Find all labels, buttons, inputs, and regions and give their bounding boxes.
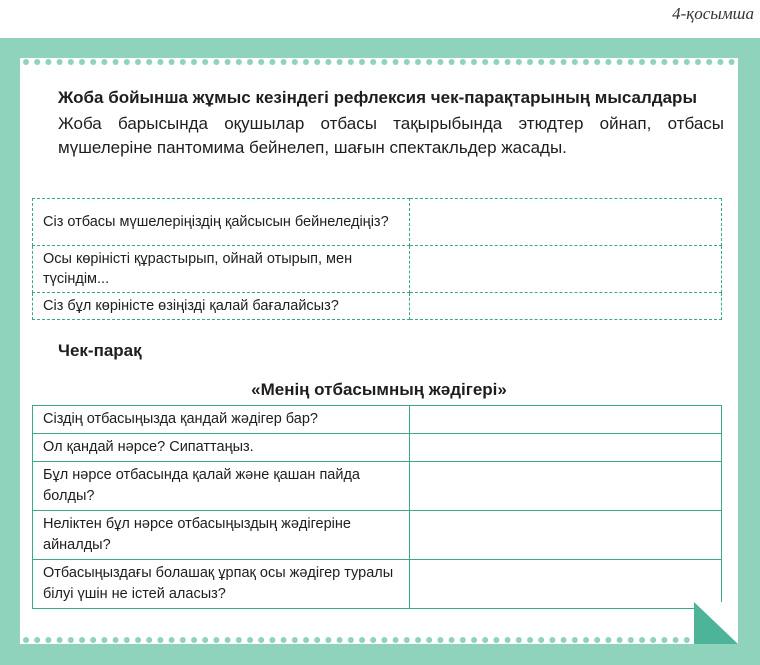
question-cell: Ол қандай нәрсе? Сипаттаңыз. (33, 434, 410, 462)
perforation-hole (706, 59, 712, 65)
answer-cell[interactable] (410, 199, 722, 246)
perforation-hole (460, 59, 466, 65)
perforation-hole (617, 59, 623, 65)
perforation-hole (729, 59, 735, 65)
perforation-hole (34, 59, 40, 65)
perforation-hole (202, 637, 208, 643)
perforation-hole (516, 637, 522, 643)
perforation-hole (717, 59, 723, 65)
table-row (33, 560, 722, 609)
perforation-hole (594, 637, 600, 643)
perforation-hole (34, 637, 40, 643)
perforation-hole (180, 637, 186, 643)
perforation-hole (68, 637, 74, 643)
perforation-hole (348, 59, 354, 65)
section-heading: Жоба бойынша жұмыс кезіндегі рефлексия чек-парақтарының мысалдары (58, 88, 697, 107)
perforation-hole (247, 59, 253, 65)
perforation-hole (281, 59, 287, 65)
perforation-hole (538, 637, 544, 643)
perforation-hole (169, 637, 175, 643)
perforation-hole (101, 59, 107, 65)
perforation-hole (381, 59, 387, 65)
perforation-hole (661, 637, 667, 643)
perforation-hole (695, 59, 701, 65)
intro-paragraph: Жоба барысында оқушылар отбасы тақырыбында этюдтер ойнап, отбасы мүшелеріне пантомима бейнелеп, шағын спектакльдер жасады. (58, 114, 724, 157)
answer-cell[interactable] (410, 511, 722, 560)
perforation-hole (101, 637, 107, 643)
answer-cell[interactable] (410, 406, 722, 434)
perforation-hole (482, 637, 488, 643)
perforation-hole (673, 637, 679, 643)
perforation-hole (146, 59, 152, 65)
perforation-hole (583, 637, 589, 643)
perforation-hole (370, 59, 376, 65)
perforation-hole (236, 637, 242, 643)
perforation-hole (684, 59, 690, 65)
perforation-hole (482, 59, 488, 65)
perforation-hole (471, 59, 477, 65)
perforation-hole (415, 59, 421, 65)
perforation-hole (437, 637, 443, 643)
perforation-hole (449, 637, 455, 643)
perforation-hole (684, 637, 690, 643)
perforation-hole (404, 59, 410, 65)
perforation-hole (359, 59, 365, 65)
perforation-hole (505, 637, 511, 643)
perforation-hole (213, 59, 219, 65)
perforation-hole (583, 59, 589, 65)
table-row (33, 462, 722, 511)
perforation-hole (617, 637, 623, 643)
perforation-hole (90, 637, 96, 643)
perforation-hole (325, 637, 331, 643)
question-cell: Бұл нәрсе отбасында қалай және қашан пайда болды? (33, 462, 410, 511)
perforation-hole (471, 637, 477, 643)
perforation-hole (393, 59, 399, 65)
perforation-hole (348, 637, 354, 643)
question-cell: Отбасыңыздағы болашақ ұрпақ осы жәдігер туралы білуі үшін не істей аласыз? (33, 560, 410, 609)
perforation-hole (426, 637, 432, 643)
perforation-hole (135, 637, 141, 643)
page-frame (0, 38, 760, 665)
perforation-hole (639, 637, 645, 643)
perforation-hole (561, 637, 567, 643)
perforation-hole (124, 59, 130, 65)
perforation-hole (124, 637, 130, 643)
perforation-hole (650, 59, 656, 65)
answer-cell[interactable] (410, 462, 722, 511)
perforation-hole (449, 59, 455, 65)
question-cell: Осы көріністі құрастырып, ойнай отырып, мен түсіндім... (33, 246, 410, 293)
perforation-hole (57, 59, 63, 65)
perforation-hole (393, 637, 399, 643)
perforation-hole (572, 59, 578, 65)
perforation-hole (45, 59, 51, 65)
perforation-hole (605, 637, 611, 643)
perforation-hole (45, 637, 51, 643)
perforation-hole (113, 59, 119, 65)
appendix-label: 4-қосымша (672, 4, 754, 23)
perforation-hole (225, 637, 231, 643)
perforation-hole (561, 59, 567, 65)
perforation-hole (527, 59, 533, 65)
table-row (33, 434, 722, 462)
perforation-hole (572, 637, 578, 643)
answer-cell[interactable] (410, 560, 722, 609)
reflection-table (32, 198, 722, 320)
perforation-hole (113, 637, 119, 643)
perforation-hole (661, 59, 667, 65)
perforation-hole (337, 59, 343, 65)
perforation-hole (549, 637, 555, 643)
perforation-hole (493, 637, 499, 643)
table-row (33, 406, 722, 434)
perforation-hole (79, 637, 85, 643)
perforation-hole (639, 59, 645, 65)
checklist-table (32, 405, 722, 609)
perforation-hole (292, 637, 298, 643)
perforation-hole (57, 637, 63, 643)
perforation-hole (650, 637, 656, 643)
perforation-hole (269, 637, 275, 643)
perforation-hole (493, 59, 499, 65)
perforation-hole (303, 637, 309, 643)
answer-cell[interactable] (410, 246, 722, 293)
perforation-hole (303, 59, 309, 65)
perforation-bottom (20, 635, 738, 645)
perforation-hole (135, 59, 141, 65)
perforation-hole (605, 59, 611, 65)
perforation-hole (169, 59, 175, 65)
perforation-hole (236, 59, 242, 65)
perforation-hole (628, 637, 634, 643)
perforation-hole (381, 637, 387, 643)
perforation-hole (191, 637, 197, 643)
perforation-hole (437, 59, 443, 65)
perforation-hole (213, 637, 219, 643)
perforation-hole (426, 59, 432, 65)
perforation-hole (191, 59, 197, 65)
table-row (33, 246, 722, 293)
perforation-hole (23, 59, 29, 65)
perforation-hole (258, 59, 264, 65)
perforation-hole (359, 637, 365, 643)
table-row (33, 293, 722, 320)
question-cell: Неліктен бұл нәрсе отбасыңыздың жәдігеріне айналды? (33, 511, 410, 560)
perforation-hole (180, 59, 186, 65)
checklist-label: Чек-парақ (58, 341, 142, 360)
perforation-hole (404, 637, 410, 643)
perforation-hole (225, 59, 231, 65)
table-row (33, 511, 722, 560)
answer-cell[interactable] (410, 434, 722, 462)
perforation-hole (202, 59, 208, 65)
perforation-hole (258, 637, 264, 643)
page-curl-icon (694, 602, 738, 644)
perforation-hole (415, 637, 421, 643)
perforation-hole (247, 637, 253, 643)
perforation-hole (325, 59, 331, 65)
perforation-hole (90, 59, 96, 65)
perforation-hole (505, 59, 511, 65)
perforation-hole (337, 637, 343, 643)
perforation-hole (79, 59, 85, 65)
perforation-hole (370, 637, 376, 643)
perforation-hole (292, 59, 298, 65)
question-cell: Сіз бұл көріністе өзіңізді қалай бағалайсыз? (33, 293, 410, 320)
perforation-hole (538, 59, 544, 65)
question-cell: Сіздің отбасыңызда қандай жәдігер бар? (33, 406, 410, 434)
perforation-hole (23, 637, 29, 643)
checklist-title: «Менің отбасымның жәдігері» (251, 380, 507, 399)
perforation-hole (157, 59, 163, 65)
perforation-hole (314, 59, 320, 65)
table-row (33, 199, 722, 246)
perforation-hole (460, 637, 466, 643)
perforation-hole (269, 59, 275, 65)
perforation-top (20, 57, 738, 67)
notebook-sheet (20, 58, 738, 644)
question-cell: Сіз отбасы мүшелеріңіздің қайсысын бейнеледіңіз? (33, 199, 410, 246)
perforation-hole (146, 637, 152, 643)
perforation-hole (68, 59, 74, 65)
perforation-hole (314, 637, 320, 643)
answer-cell[interactable] (410, 293, 722, 320)
perforation-hole (516, 59, 522, 65)
perforation-hole (527, 637, 533, 643)
perforation-hole (281, 637, 287, 643)
perforation-hole (157, 637, 163, 643)
perforation-hole (549, 59, 555, 65)
perforation-hole (594, 59, 600, 65)
perforation-hole (673, 59, 679, 65)
perforation-hole (628, 59, 634, 65)
